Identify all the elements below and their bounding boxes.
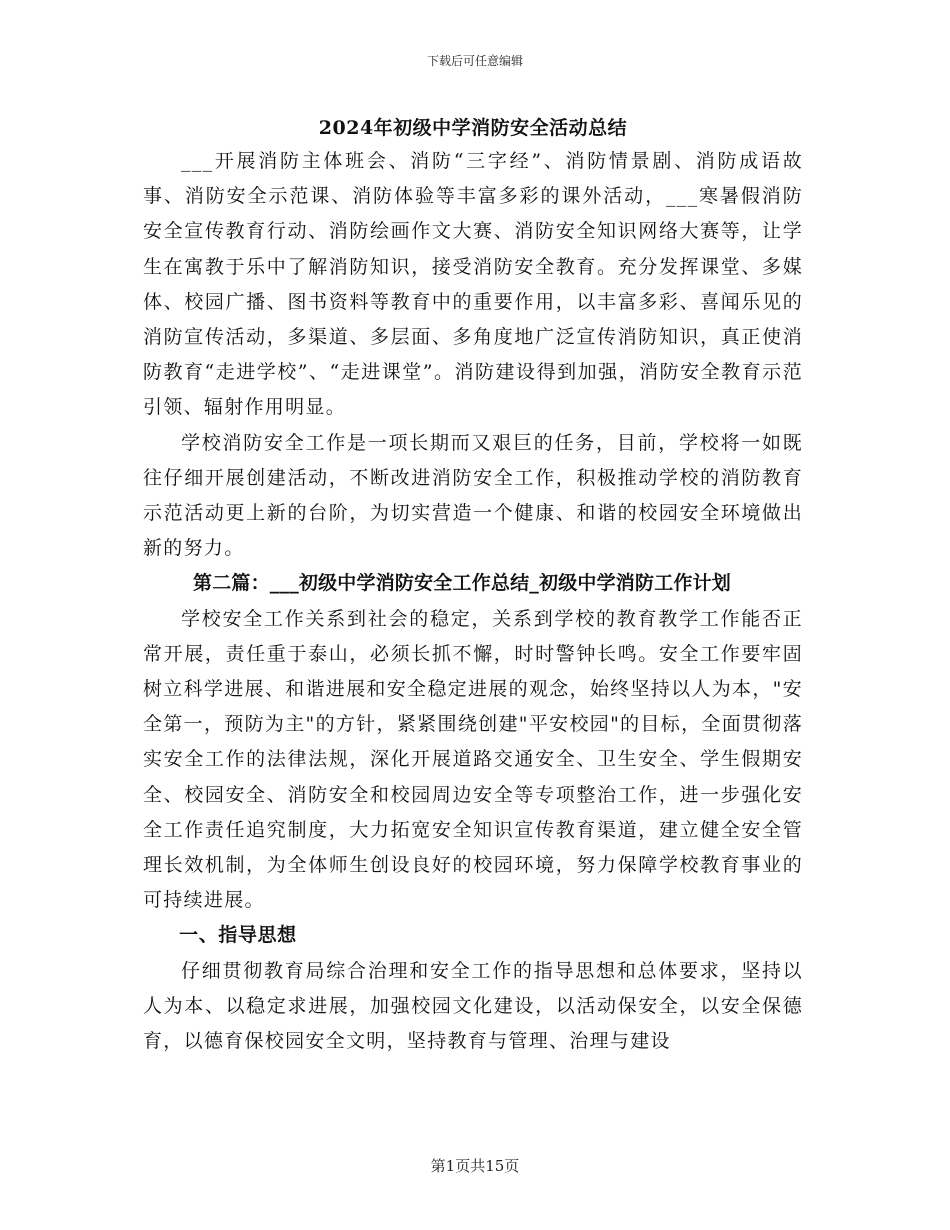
page-number: 第1页共15页 xyxy=(430,1157,520,1175)
page-header: 下载后可任意编辑 xyxy=(426,54,523,68)
heading-guiding-thought: 一、指导思想 xyxy=(179,924,297,947)
section-2-paragraph-1: 学校安全工作关系到社会的稳定，关系到学校的教育教学工作能否正常开展，责任重于泰山，必须长抓不懈，时时警钟长鸣。安全工作要牢固树立科学进展、和谐进展和安全稳定进展的观念，始终坚持以人为本，"安全第一，预防为主"的方针，紧紧围绕创建"平安校园"的目标，全面贯彻落实安全工作的法律法规，深化开展道路交通安全、卫生安全、学生假期安全、校园安全、消防安全和校园周边安全等专项整治工作，进一步强化安全工作责任追究制度，大力拓宽安全知识宣传教育渠道，建立健全安全管理长效机制，为全体师生创设良好的校园环境，努力保障学校教育事业的可持续进展。 xyxy=(143,607,803,912)
body-paragraph-1: ___开展消防主体班会、消防“三字经”、消防情景剧、消防成语故事、消防安全示范课、消防体验等丰富多彩的课外活动，___寒暑假消防安全宣传教育行动、消防绘画作文大赛、消防安全知识网络大赛等，让学生在寓教于乐中了解消防知识，接受消防安全教育。充分发挥课堂、多媒体、校园广播、图书资料等教育中的重要作用，以丰富多彩、喜闻乐见的消防宣传活动，多渠道、多层面、多角度地广泛宣传消防知识，真正使消防教育“走进学校”、“走进课堂”。消防建设得到加强，消防安全教育示范引领、辐射作用明显。 xyxy=(143,150,803,419)
guiding-thought-paragraph: 仔细贯彻教育局综合治理和安全工作的指导思想和总体要求，坚持以人为本、以稳定求进展，加强校园文化建设，以活动保安全，以安全保德育，以德育保校园安全文明，坚持教育与管理、治理与建设 xyxy=(143,959,803,1053)
section-2-title: 第二篇：___初级中学消防安全工作总结_初级中学消防工作计划 xyxy=(193,572,732,595)
document-title: 2024年初级中学消防安全活动总结 xyxy=(318,117,628,139)
document-body xyxy=(143,112,803,1059)
body-paragraph-2: 学校消防安全工作是一项长期而又艰巨的任务，目前，学校将一如既往仔细开展创建活动，不断改进消防安全工作，积极推动学校的消防教育示范活动更上新的台阶，为切实营造一个健康、和谐的校园安全环境做出新的努力。 xyxy=(143,431,803,560)
